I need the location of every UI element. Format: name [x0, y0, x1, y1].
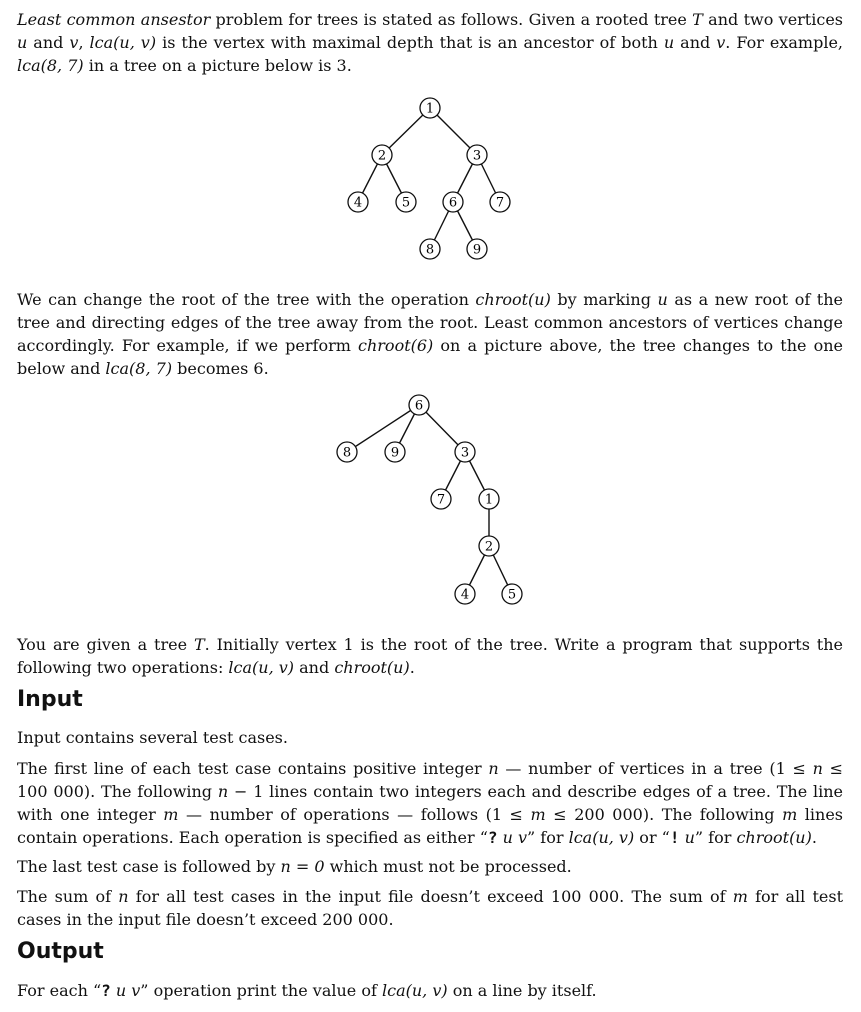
tree1-node-4 [348, 192, 368, 212]
input-paragraph-2: The first line of each test case contains positive integer n — number of vertices in a tree (1 ≤ n ≤ 100 000). The following n − 1 lines contain two integers each and describe edges of a tree. The line with one integer m — number of operations — follows (1 ≤ m ≤ 200 000). The following m lines contain operations. Each operation is specified as either “? u v” for lca(u, v) or “! u” for chroot(u). [17, 759, 844, 847]
tree2-node-1 [479, 489, 499, 509]
svg-text:6: 6 [448, 195, 458, 211]
input-paragraph-4: The sum of n for all test cases in the input file doesn’t exceed 100 000. The sum of m for all test cases in the input file doesn’t exceed 200 000. [17, 887, 844, 929]
svg-text:4: 4 [353, 195, 363, 211]
tree1-node-8 [420, 239, 440, 259]
svg-text:3: 3 [460, 445, 470, 461]
tree-figure-2 [0, 390, 861, 610]
svg-text:8: 8 [342, 445, 352, 461]
tree2-node-4 [455, 584, 475, 604]
svg-text:9: 9 [390, 445, 400, 461]
svg-text:3: 3 [472, 148, 482, 164]
tree1-node-2 [372, 145, 392, 165]
intro-paragraph: Least common ansestor problem for trees is stated as follows. Given a rooted tree T and two vertices u and v, lca(u, v) is the vertex with maximal depth that is an ancestor of both u and v. For example, lca(8, 7) in a tree on a picture below is 3. [17, 10, 844, 75]
tree2-node-5 [502, 584, 522, 604]
svg-text:7: 7 [495, 195, 505, 211]
svg-text:1: 1 [425, 101, 435, 117]
svg-text:2: 2 [484, 539, 494, 555]
tree-figure-1 [0, 90, 861, 270]
input-paragraph-1: Input contains several test cases. [17, 728, 288, 747]
term-lca: Least common ansestor [17, 10, 211, 29]
tree1-node-3 [467, 145, 487, 165]
svg-text:9: 9 [472, 242, 482, 258]
svg-text:8: 8 [425, 242, 435, 258]
output-heading: Output [17, 939, 104, 964]
svg-text:7: 7 [436, 492, 446, 508]
chroot-paragraph: We can change the root of the tree with the operation chroot(u) by marking u as a new root of the tree and directing edges of the tree away from the root. Least common ancestors of vertices change accordingly. For example, if we perform chroot(6) on a picture above, the tree changes to the one below and lca(8, 7) becomes 6. [17, 290, 844, 378]
tree1-node-7 [490, 192, 510, 212]
tree1-node-6 [443, 192, 463, 212]
svg-text:5: 5 [507, 587, 517, 603]
tree2-node-9 [385, 442, 405, 462]
tree2-node-7 [431, 489, 451, 509]
input-heading: Input [17, 687, 83, 712]
task-paragraph: You are given a tree T. Initially vertex 1 is the root of the tree. Write a program that supports the following two operations: lca(u, v) and chroot(u). [17, 635, 843, 677]
svg-text:4: 4 [460, 587, 470, 603]
tree1-node-9 [467, 239, 487, 259]
tree2-node-2 [479, 536, 499, 556]
tree2-node-6 [409, 395, 429, 415]
svg-text:5: 5 [401, 195, 411, 211]
svg-text:2: 2 [377, 148, 387, 164]
tree1-node-5 [396, 192, 416, 212]
tree1-node-1 [420, 98, 440, 118]
svg-text:1: 1 [484, 492, 494, 508]
svg-text:6: 6 [414, 398, 424, 414]
output-paragraph: For each “? u v” operation print the value of lca(u, v) on a line by itself. [17, 981, 597, 1000]
tree2-node-3 [455, 442, 475, 462]
tree2-node-8 [337, 442, 357, 462]
input-paragraph-3: The last test case is followed by n = 0 which must not be processed. [17, 857, 572, 876]
